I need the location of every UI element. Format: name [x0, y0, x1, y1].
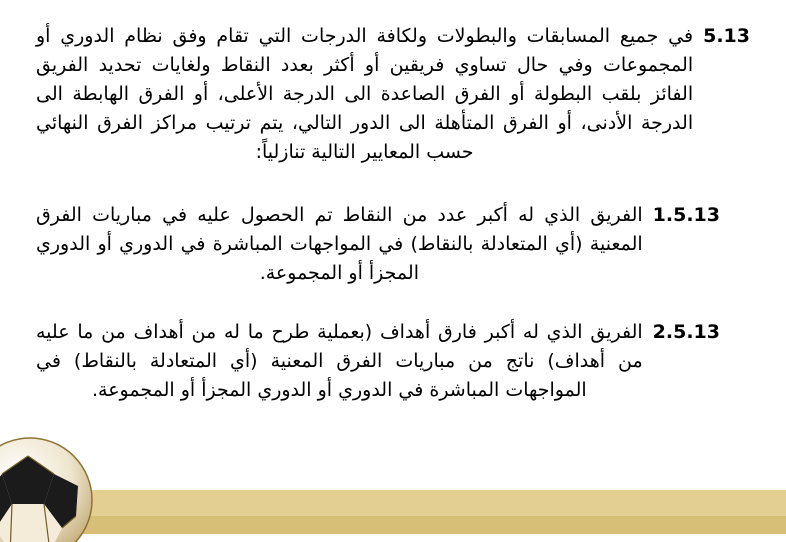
clause-number: 5.13 [703, 25, 750, 47]
clause-5-13 [36, 22, 750, 167]
footer-decorative-band [0, 490, 786, 542]
clause-1-5-13 [36, 201, 720, 288]
clause-2-5-13 [36, 318, 720, 405]
soccer-ball-icon [0, 436, 94, 542]
clause-text: الفريق الذي له أكبر فارق أهداف (بعملية طرح ما له من أهداف من ما عليه من أهداف) ناتج من مباريات الفرق المعنية (أي المتعادلة بالنقاط) في المواجهات المباشرة في الدوري أو الدوري المجزأ أو المجموعة. [36, 321, 643, 401]
clause-number: 1.5.13 [652, 204, 720, 226]
footer-band-base [0, 534, 786, 542]
clause-text: في جميع المسابقات والبطولات ولكافة الدرجات التي تقام وفق نظام الدوري أو المجموعات وفي حال تساوي فريقين أو أكثر بعدد النقاط ولغايات تحديد الفريق الفائز بلقب البطولة أو الفرق الصاعدة الى الدرجة الأعلى، أو الفرق الهابطة الى الدرجة الأدنى، أو الفرق المتأهلة الى الدور التالي، يتم ترتيب مراكز الفرق النهائي حسب المعايير التالية تنازلياً: [36, 25, 694, 163]
clause-number: 2.5.13 [652, 321, 720, 343]
clause-text: الفريق الذي له أكبر عدد من النقاط تم الحصول عليه في مباريات الفرق المعنية (أي المتعادلة بالنقاط) في المواجهات المباشرة في الدوري أو الدوري المجزأ أو المجموعة. [36, 204, 643, 284]
